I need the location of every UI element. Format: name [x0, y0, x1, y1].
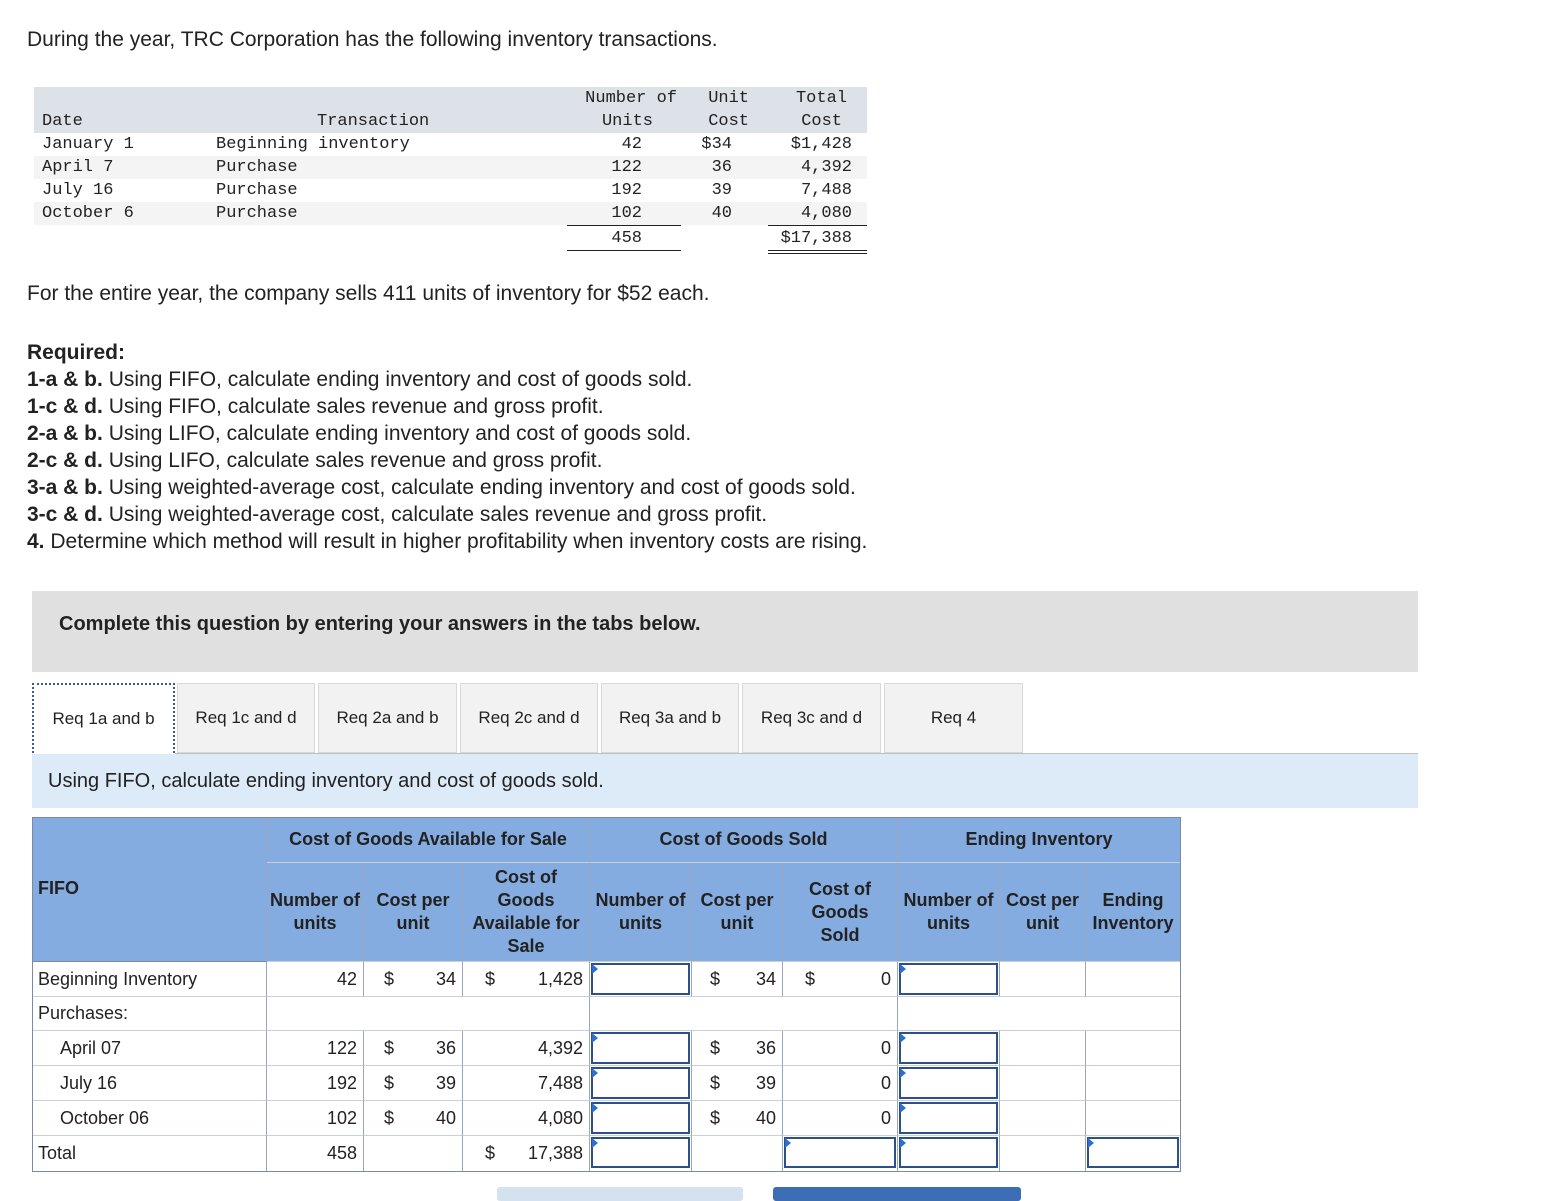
avail-total-value: 1,428: [537, 968, 583, 989]
row-label-beginning: Beginning Inventory: [32, 962, 267, 997]
tx-unit-cost: $34: [701, 135, 732, 154]
input-marker: [900, 964, 906, 974]
total-avail-units: 458: [267, 1136, 364, 1172]
tab-req-3c-d[interactable]: Req 3c and d: [742, 683, 881, 753]
complete-text: Complete this question by entering your answers in the tabs below.: [59, 613, 701, 635]
empty-cell: [364, 1136, 463, 1172]
avail-cost-value: 40: [435, 1107, 456, 1128]
end-inventory-cell: [1086, 1101, 1181, 1136]
total-sold-units-input[interactable]: [591, 1137, 690, 1168]
end-units-input[interactable]: [899, 1102, 998, 1134]
sold-cost-value: 39: [755, 1072, 776, 1093]
total-double-underline-2: [768, 253, 867, 254]
tx-units: 102: [611, 204, 642, 223]
avail-units: 42: [267, 962, 364, 997]
required-heading: Required:: [27, 341, 126, 364]
avail-cost-value: 34: [435, 968, 456, 989]
sold-units-input[interactable]: [591, 963, 690, 995]
end-cost-cell: [1000, 1066, 1086, 1101]
end-units-cell: [898, 1031, 1000, 1066]
total-end-units-input[interactable]: [899, 1137, 998, 1168]
tx-total: $1,428: [790, 135, 852, 154]
ending-group-header: Ending Inventory: [898, 817, 1181, 863]
tx-unit-cost: 39: [711, 181, 732, 200]
header-unitcost-bottom: Cost: [708, 112, 749, 131]
currency-symbol: $: [710, 1037, 721, 1058]
sold-units-input[interactable]: [591, 1032, 690, 1064]
empty-cell: [898, 997, 1181, 1031]
transaction-row: [34, 179, 867, 202]
end-units-input[interactable]: [899, 1032, 998, 1064]
avail-total: 4,080: [463, 1101, 590, 1136]
cogs-value: 0: [880, 968, 891, 989]
sales-text: For the entire year, the company sells 411 units of inventory for $52 each.: [27, 282, 710, 305]
tx-unit-cost: 40: [711, 204, 732, 223]
avail-cost: [364, 1031, 463, 1066]
end-units-header: Number of units: [898, 863, 1000, 962]
total-double-underline-1: [768, 250, 867, 251]
avail-cost-header: Cost per unit: [364, 863, 463, 962]
end-inventory-header: Ending Inventory: [1086, 863, 1181, 962]
sold-units-cell: [590, 1066, 692, 1101]
total-end-inventory-cell: [1086, 1136, 1181, 1172]
end-units-input[interactable]: [899, 963, 998, 995]
avail-total-header: Cost of Goods Available for Sale: [463, 863, 590, 962]
sold-cost: [692, 962, 783, 997]
required-item: 2-c & d. Using LIFO, calculate sales revenue and gross profit.: [27, 449, 603, 472]
tab-req-3a-b[interactable]: Req 3a and b: [601, 683, 739, 753]
end-units-cell: [898, 962, 1000, 997]
tx-transaction: Purchase: [216, 181, 298, 200]
avail-cost: [364, 1101, 463, 1136]
sold-cost-value: 40: [755, 1107, 776, 1128]
required-item: 2-a & b. Using LIFO, calculate ending inventory and cost of goods sold.: [27, 422, 692, 445]
method-header: [32, 817, 267, 962]
method-label: FIFO: [38, 878, 79, 898]
currency-symbol: $: [485, 968, 496, 989]
tab-req-1a-b[interactable]: Req 1a and b: [32, 683, 175, 753]
transactions-header: [34, 87, 867, 133]
avail-cost: [364, 1066, 463, 1101]
tx-total: 4,392: [800, 158, 852, 177]
sold-cost-header: Cost per unit: [692, 863, 783, 962]
transaction-row: [34, 133, 867, 156]
transactions-table: [34, 87, 867, 251]
header-transaction: Transaction: [317, 112, 430, 131]
avail-cost-value: 39: [435, 1072, 456, 1093]
next-tab-button[interactable]: [773, 1187, 1021, 1201]
total-underline: [768, 225, 867, 226]
total-cogs-cell: [783, 1136, 898, 1172]
available-group-header: Cost of Goods Available for Sale: [267, 817, 590, 863]
total-cost: $17,388: [780, 229, 852, 248]
tx-date: October 6: [42, 204, 134, 223]
end-cost-header: Cost per unit: [1000, 863, 1086, 962]
fifo-table: [32, 817, 1181, 1172]
tx-units: 42: [621, 135, 642, 154]
end-cost-cell: [1000, 962, 1086, 997]
sold-cost: [692, 1031, 783, 1066]
currency-symbol: $: [710, 968, 721, 989]
avail-total: 4,392: [463, 1031, 590, 1066]
avail-total: [463, 962, 590, 997]
end-inventory-cell: [1086, 1066, 1181, 1101]
sold-units-cell: [590, 1031, 692, 1066]
input-marker: [785, 1138, 791, 1148]
input-marker: [900, 1033, 906, 1043]
tx-transaction: Purchase: [216, 158, 298, 177]
sold-units-input[interactable]: [591, 1067, 690, 1099]
input-marker: [592, 1138, 598, 1148]
tx-units: 122: [611, 158, 642, 177]
tx-total: 4,080: [800, 204, 852, 223]
tab-req-2a-b[interactable]: Req 2a and b: [318, 683, 457, 753]
empty-cell: [1000, 1136, 1086, 1172]
header-date: Date: [42, 112, 83, 131]
tx-total: 7,488: [800, 181, 852, 200]
cogs-value: 0: [783, 1066, 898, 1101]
header-units-bottom: Units: [601, 112, 653, 131]
currency-symbol: $: [805, 968, 816, 989]
sold-cost: [692, 1066, 783, 1101]
cogs-value-cell: [783, 962, 898, 997]
end-cost-cell: [1000, 1101, 1086, 1136]
avail-total: 7,488: [463, 1066, 590, 1101]
tab-req-4[interactable]: Req 4: [884, 683, 1023, 753]
header-total-top: Total: [795, 89, 847, 108]
empty-cell: [590, 997, 898, 1031]
tx-units: 192: [611, 181, 642, 200]
sold-cost-value: 34: [755, 968, 776, 989]
input-marker: [1088, 1138, 1094, 1148]
tab-req-2c-d[interactable]: Req 2c and d: [460, 683, 598, 753]
row-label-october: October 06: [32, 1101, 267, 1136]
header-unitcost-top: Unit: [708, 89, 749, 108]
end-inventory-cell: [1086, 1031, 1181, 1066]
instruction-text: Using FIFO, calculate ending inventory and cost of goods sold.: [48, 770, 604, 792]
avail-units: 102: [267, 1101, 364, 1136]
required-item: 4. Determine which method will result in higher profitability when inventory costs are rising.: [27, 530, 868, 553]
sold-cost: [692, 1101, 783, 1136]
sold-units-cell: [590, 962, 692, 997]
input-marker: [900, 1103, 906, 1113]
sold-units-input[interactable]: [591, 1102, 690, 1134]
avail-units: 122: [267, 1031, 364, 1066]
required-item: 3-c & d. Using weighted-average cost, calculate sales revenue and gross profit.: [27, 503, 768, 526]
end-units-cell: [898, 1101, 1000, 1136]
input-marker: [592, 1068, 598, 1078]
tx-date: July 16: [42, 181, 114, 200]
tx-transaction: Purchase: [216, 204, 298, 223]
currency-symbol: $: [710, 1072, 721, 1093]
sold-group-header: Cost of Goods Sold: [590, 817, 898, 863]
intro-text: During the year, TRC Corporation has the following inventory transactions.: [27, 28, 718, 51]
header-units-top: Number of: [585, 89, 677, 108]
total-units: 458: [611, 229, 642, 248]
end-cost-cell: [1000, 1031, 1086, 1066]
empty-cell: [692, 1136, 783, 1172]
sold-cost-value: 36: [755, 1037, 776, 1058]
complete-banner: [32, 591, 1418, 672]
input-marker: [592, 1103, 598, 1113]
tab-req-1c-d[interactable]: Req 1c and d: [177, 683, 315, 753]
header-total-bottom: Cost: [801, 112, 842, 131]
input-marker: [900, 1068, 906, 1078]
input-marker: [900, 1138, 906, 1148]
currency-symbol: $: [384, 1107, 395, 1128]
instruction-bar: [32, 754, 1418, 808]
transaction-row: [34, 202, 867, 225]
transactions-total-row: [34, 225, 867, 251]
total-cogs-input[interactable]: [784, 1137, 896, 1168]
required-section: [27, 339, 867, 555]
cogs-value: 0: [783, 1031, 898, 1066]
row-label-july: July 16: [32, 1066, 267, 1101]
avail-units: 192: [267, 1066, 364, 1101]
prev-tab-button[interactable]: [497, 1187, 743, 1201]
currency-symbol: $: [384, 1037, 395, 1058]
row-label-total: Total: [32, 1136, 267, 1172]
units-double-underline: [567, 250, 681, 251]
tx-date: April 7: [42, 158, 114, 177]
sold-units-cell: [590, 1101, 692, 1136]
required-item: 1-a & b. Using FIFO, calculate ending inventory and cost of goods sold.: [27, 368, 693, 391]
input-marker: [592, 1033, 598, 1043]
tx-date: January 1: [42, 135, 134, 154]
row-label-april: April 07: [32, 1031, 267, 1066]
cogs-value: 0: [783, 1101, 898, 1136]
avail-cost-value: 36: [435, 1037, 456, 1058]
currency-symbol: $: [710, 1107, 721, 1128]
currency-symbol: $: [485, 1143, 496, 1163]
row-label-purchases: Purchases:: [32, 997, 267, 1031]
required-item: 1-c & d. Using FIFO, calculate sales revenue and gross profit.: [27, 395, 604, 418]
total-avail-value: 17,388: [527, 1143, 583, 1163]
transaction-row: [34, 156, 867, 179]
tx-unit-cost: 36: [711, 158, 732, 177]
tx-transaction: Beginning inventory: [216, 135, 410, 154]
required-item: 3-a & b. Using weighted-average cost, calculate ending inventory and cost of goods sold.: [27, 476, 856, 499]
total-sold-units-cell: [590, 1136, 692, 1172]
avail-units-header: Number of units: [267, 863, 364, 962]
sold-units-header: Number of units: [590, 863, 692, 962]
end-inventory-cell: [1086, 962, 1181, 997]
total-avail-cost: [463, 1136, 590, 1172]
currency-symbol: $: [384, 968, 395, 989]
avail-cost: [364, 962, 463, 997]
input-marker: [592, 964, 598, 974]
empty-cell: [267, 997, 590, 1031]
end-units-input[interactable]: [899, 1067, 998, 1099]
end-units-cell: [898, 1066, 1000, 1101]
total-end-inventory-input[interactable]: [1087, 1137, 1179, 1168]
currency-symbol: $: [384, 1072, 395, 1093]
units-underline: [567, 225, 681, 226]
total-end-units-cell: [898, 1136, 1000, 1172]
cogs-header: Cost of Goods Sold: [783, 863, 898, 962]
